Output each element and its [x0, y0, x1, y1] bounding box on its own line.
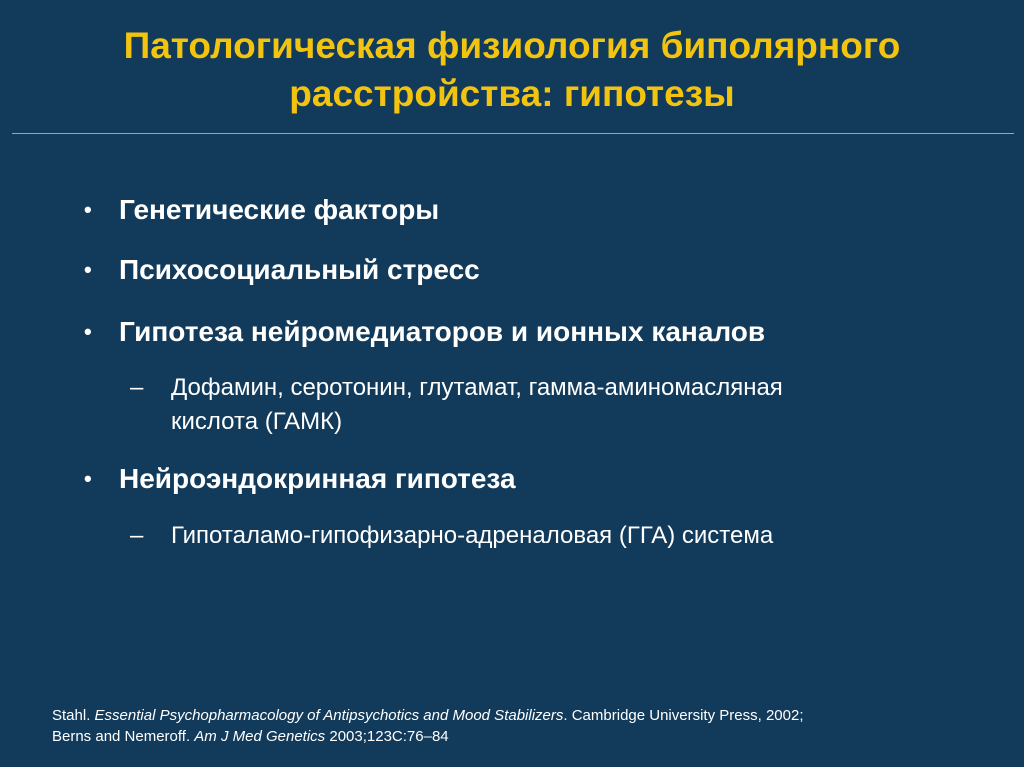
title-divider: [12, 133, 1014, 134]
reference-journal: Am J Med Genetics: [194, 728, 326, 745]
sub-bullet-marker: –: [130, 522, 144, 549]
bullet-marker: •: [84, 319, 92, 344]
bullet-marker: •: [84, 466, 92, 491]
bullet-text: Психосоциальный стресс: [119, 254, 480, 285]
reference-author: Berns and Nemeroff.: [52, 728, 195, 745]
bullet-text: Гипотеза нейромедиаторов и ионных каналов: [119, 316, 766, 347]
reference-line-1: [52, 705, 804, 726]
sub-bullet-marker: –: [130, 374, 144, 401]
title-line-1: Патологическая физиология биполярного: [123, 25, 901, 66]
bullet-marker: •: [84, 197, 92, 222]
sub-bullet-text: Гипоталамо-гипофизарно-адреналовая (ГГА) система: [171, 522, 774, 549]
reference-citation: 2003;123C:76–84: [325, 728, 449, 745]
reference-publisher: . Cambridge University Press, 2002;: [563, 707, 804, 724]
title-line-2: расстройства: гипотезы: [289, 73, 735, 114]
reference-author: Stahl.: [52, 707, 95, 724]
bullet-text: Нейроэндокринная гипотеза: [119, 463, 516, 494]
slide-title: [0, 22, 1024, 118]
bullet-marker: •: [84, 257, 92, 282]
bullet-text: Генетические факторы: [119, 194, 440, 225]
reference-book-title: Essential Psychopharmacology of Antipsychotics and Mood Stabilizers: [94, 707, 564, 724]
reference-footnote: [52, 705, 804, 747]
sub-bullet-line: кислота (ГАМК): [171, 408, 343, 435]
reference-line-2: [52, 726, 804, 747]
sub-bullet-line: Дофамин, серотонин, глутамат, гамма-аминомасляная: [171, 374, 783, 401]
sub-bullet-text: [171, 371, 951, 439]
